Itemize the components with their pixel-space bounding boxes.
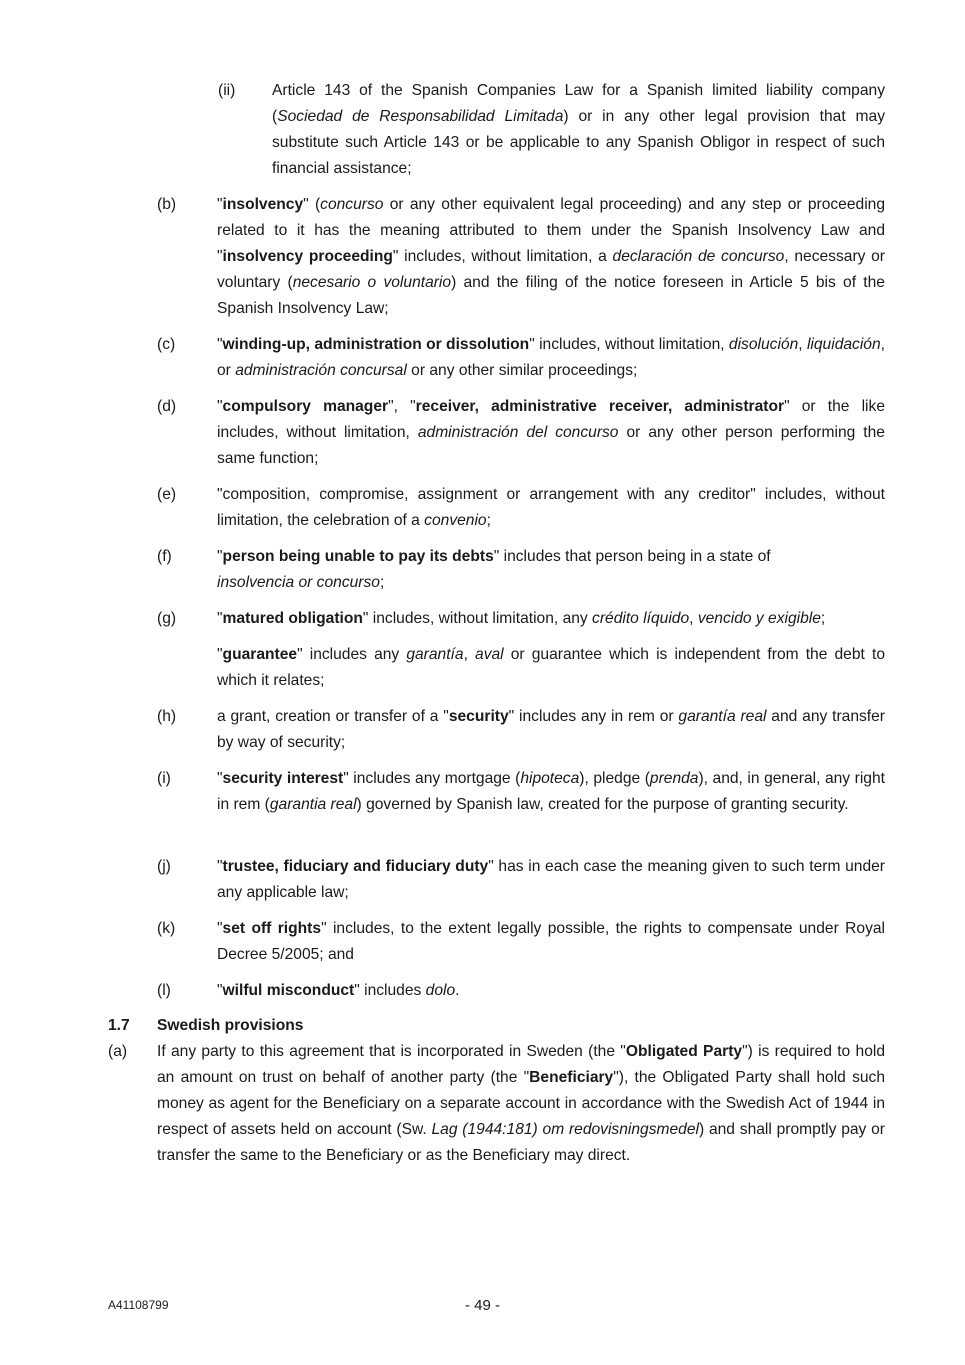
foreign-term: necesario o voluntario [292,274,452,291]
text-run: ), pledge ( [579,770,650,787]
section-item-label: (a) [108,1043,128,1060]
text-run: , [798,336,807,353]
text-run: ") is required to hold an amount on trust on behalf of another party (the " [157,1043,885,1086]
foreign-term: Sociedad de Responsabilidad Limitada [277,108,564,125]
foreign-term: administración concursal [235,362,407,379]
text-run: " [217,336,223,353]
text-run: ) or in any other legal provision that may substitute such Article 143 or be applicable to any Spanish Obligor in respect of such financial assistance; [272,108,885,177]
item-text [217,642,885,694]
defined-term: insolvency proceeding [222,248,393,265]
text-run: " [217,982,223,999]
text-run: " includes any in rem or [508,708,679,725]
foreign-term: disolución [728,336,799,353]
text-run: or guarantee which is independent from the debt to which it relates; [217,646,885,689]
text-run: , [689,610,698,627]
text-run: If any party to this agreement that is incorporated in Sweden (the " [157,1043,626,1060]
defined-term: Beneficiary [529,1069,614,1086]
item-label: (b) [157,196,177,213]
text-run: ; [379,574,385,591]
foreign-term: hipoteca [520,770,580,787]
item-text [217,766,885,818]
text-run: " includes any [297,646,407,663]
text-run: " includes [354,982,426,999]
section-item-text [157,1039,885,1169]
text-run: " includes, without limitation, any [362,610,593,627]
text-run: " includes, to the extent legally possible, the rights to compensate under Royal Decree 5/2005; and [217,920,886,963]
text-run: ", " [388,398,416,415]
foreign-term: Lag (1944:181) om redovisningsmedel [431,1121,699,1138]
text-run: or any other equivalent legal proceeding) and any step or proceeding related to it has the meaning attributed to them under the Spanish Insolvency Law and " [217,196,885,265]
defined-term: winding-up, administration or dissolution [222,336,530,353]
foreign-term: declaración de concurso [612,248,785,265]
defined-term: compulsory manager [222,398,389,415]
text-run: , necessary or voluntary ( [217,248,886,291]
item-text [217,916,885,968]
text-run: or any other similar proceedings; [406,362,638,379]
text-run: , or [217,336,885,379]
text-run: ) governed by Spanish law, created for the purpose of granting security. [356,796,849,813]
section-title: Swedish provisions [157,1017,304,1034]
text-run: ; [820,610,826,627]
defined-term: wilful misconduct [222,982,355,999]
text-run: " [217,196,223,213]
defined-term: matured obligation [222,610,363,627]
text-run: " includes any mortgage ( [343,770,521,787]
foreign-term: convenio [424,512,487,529]
section-number: 1.7 [108,1017,130,1034]
text-run: " ( [303,196,321,213]
item-label: (j) [157,858,171,875]
text-run: ) and shall promptly pay or transfer the same to the Beneficiary or as the Beneficiary may direct. [157,1121,885,1164]
text-run: " includes that person being in a state of [493,548,771,565]
defined-term: set off rights [222,920,322,937]
document-reference: A41108799 [108,1298,169,1312]
item-label: (l) [157,982,171,999]
item-label: (h) [157,708,177,725]
item-label: (ii) [218,82,236,99]
foreign-term: garantia real [269,796,357,813]
foreign-term: prenda [649,770,699,787]
item-text [217,704,885,756]
defined-term: security interest [222,770,344,787]
item-label: (d) [157,398,177,415]
defined-term: Obligated Party [625,1043,743,1060]
item-label: (i) [157,770,171,787]
defined-term: receiver, administrative receiver, administrator [415,398,785,415]
text-run: "composition, compromise, assignment or arrangement with any creditor" includes, without limitation, the celebration of a [217,486,885,529]
item-label: (f) [157,548,172,565]
foreign-term: vencido y exigible [697,610,821,627]
foreign-term: garantía real [678,708,767,725]
foreign-term: insolvencia or concurso [217,574,380,591]
text-run: . [455,982,460,999]
foreign-term: liquidación [806,336,881,353]
text-run: ) and the filing of the notice foreseen in Article 5 bis of the Spanish Insolvency Law; [217,274,885,317]
foreign-term: dolo [425,982,456,999]
text-run: " includes, without limitation, [529,336,729,353]
foreign-term: crédito líquido [592,610,690,627]
item-text [272,78,885,182]
text-run: and any transfer by way of security; [217,708,885,751]
text-run: " includes, without limitation, a [392,248,613,265]
item-text [217,482,885,534]
item-label: (e) [157,486,177,503]
text-run: " [217,646,223,663]
text-run: , [463,646,476,663]
defined-term: insolvency [222,196,304,213]
text-run: "), the Obligated Party shall hold such money as agent for the Beneficiary on a separate account in accordance with the Swedish Act of 1944 in respect of assets held on account (Sw. [157,1069,886,1138]
text-run: " [217,920,223,937]
text-run: " or the like includes, without limitation, [217,398,885,441]
text-run: or any other person performing the same function; [217,424,885,467]
item-text [217,332,885,384]
item-text [217,606,885,632]
text-run: ), and, in general, any right in rem ( [217,770,885,813]
foreign-term: aval [475,646,504,663]
item-text [217,192,885,322]
text-run: a grant, creation or transfer of a " [217,708,449,725]
foreign-term: concurso [320,196,384,213]
defined-term: trustee, fiduciary and fiduciary duty [222,858,489,875]
foreign-term: garantía [406,646,464,663]
item-text [217,854,885,906]
page-number: - 49 - [464,1297,500,1314]
text-run: " [217,548,223,565]
defined-term: security [448,708,509,725]
defined-term: person being unable to pay its debts [222,548,494,565]
text-run: Article 143 of the Spanish Companies Law for a Spanish limited liability company ( [272,82,885,125]
text-run: " has in each case the meaning given to such term under any applicable law; [217,858,885,901]
item-label: (c) [157,336,176,353]
item-text [217,394,885,472]
text-run: ; [486,512,491,529]
text-run: " [217,398,223,415]
text-run: " [217,610,223,627]
item-label: (g) [157,610,177,627]
item-text [217,544,837,596]
item-label: (k) [157,920,176,937]
text-run: " [217,858,223,875]
foreign-term: administración del concurso [417,424,619,441]
text-run: " [217,770,223,787]
item-text [217,978,885,1004]
defined-term: guarantee [222,646,298,663]
